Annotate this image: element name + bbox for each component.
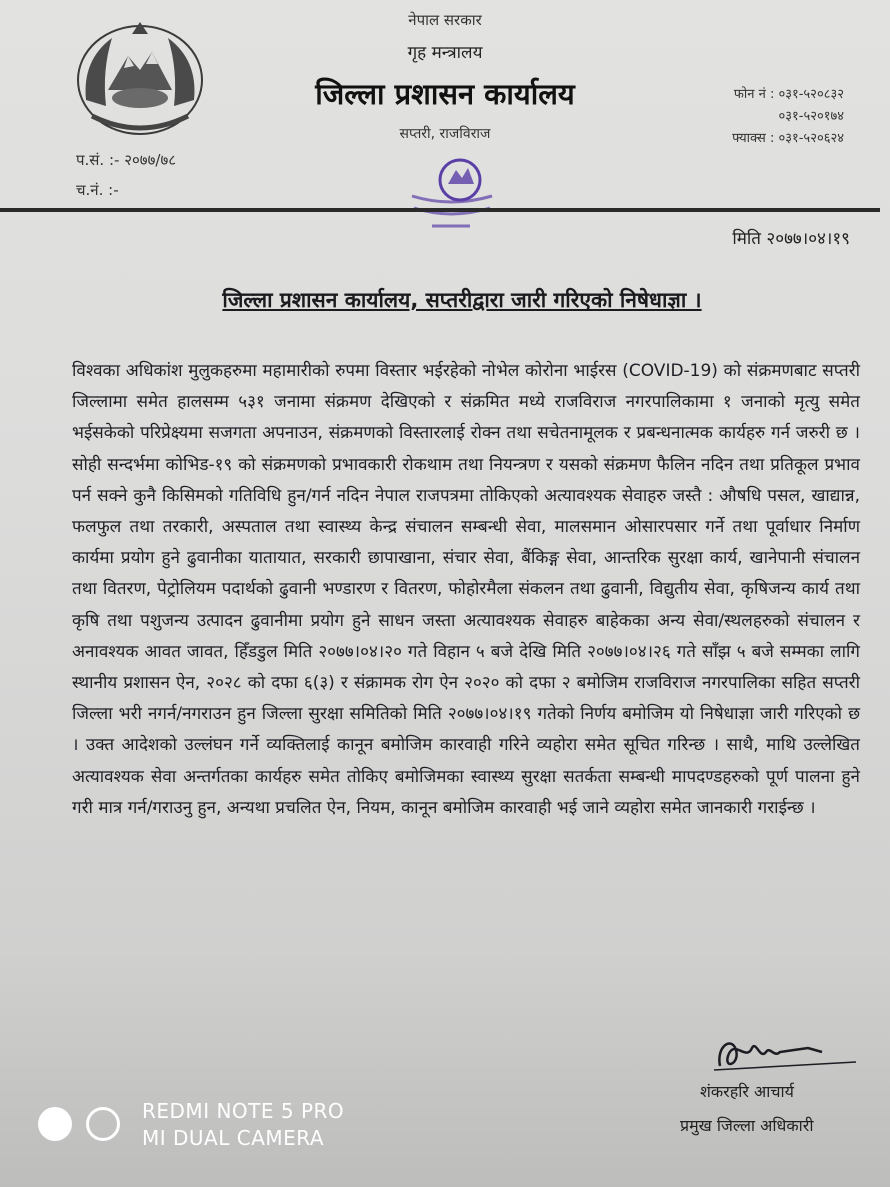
signer-title: प्रमुख जिल्ला अधिकारी (680, 1116, 814, 1135)
camera-dot-outline-icon (86, 1107, 120, 1141)
reference-number: प.सं. :- २०७७/७८ (76, 151, 177, 169)
signature-icon (710, 1026, 860, 1076)
signer-name: शंकरहरि आचार्य (700, 1082, 794, 1101)
fax-number: फ्याक्स : ०३१-५२०६२४ (732, 131, 844, 146)
government-name: नेपाल सरकार (408, 11, 482, 29)
notice-title: जिल्ला प्रशासन कार्यालय, सप्तरीद्वारा जारी गरिएको निषेधाज्ञा । (222, 288, 702, 312)
office-title: जिल्ला प्रशासन कार्यालय (315, 77, 575, 111)
phone-number-2: ०३१-५२०१७४ (778, 109, 844, 124)
header-divider (0, 208, 880, 212)
notice-body: विश्वका अधिकांश मुलुकहरुमा महामारीको रुपमा विस्तार भईरहेको नोभेल कोरोना भाईरस (COVID-19) को संक्रमणबाट सप्तरी जिल्लामा समेत हालसम्म ५३१ जनामा संक्रमण देखिएको र संक्रमित मध्ये राजविराज नगरपालिकामा १ जनाको मृत्यु समेत भईसकेको परिप्रेक्ष्यमा सजगता अपनाउन, संक्रमणको विस्तारलाई रोक्न तथा सचेतनामूलक र प्रबन्धनात्मक कार्यहरु गर्न जरुरी छ । सोही सन्दर्भमा कोभिड-१९ को संक्रमणको प्रभावकारी रोकथाम तथा नियन्त्रण र यसको संक्रमण फैलिन नदिन तथा प्रतिकूल प्रभाव पर्न सक्ने कुनै किसिमको गतिविधि हुन/गर्न नदिन नेपाल राजपत्रमा तोकिएको अत्यावश्यक सेवाहरु जस्तै : औषधि पसल, खाद्यान्न, फलफुल तथा तरकारी, अस्पताल तथा स्वास्थ्य केन्द्र संचालन सम्बन्धी सेवा, मालसमान ओसारपसार गर्ने तथा पूर्वाधार निर्माण कार्यमा प्रयोग हुने ढुवानीका यातायात, सरकारी छापाखाना, संचार सेवा, बैंकिङ्ग सेवा, आन्तरिक सुरक्षा कार्य, खानेपानी संचालन तथा वितरण, पेट्रोलियम पदार्थको ढुवानी भण्डारण र वितरण, फोहोरमैला संकलन तथा ढुवानी, विद्युतीय सेवा, कृषिजन्य कार्य तथा कृषि तथा पशुजन्य उत्पादन ढुवानीमा प्रयोग हुने साधन जस्ता अत्यावश्यक सेवाहरु बाहेकका अन्य सेवा/स्थलहरुको संचालन र अनावश्यक आवत जावत, हिँडडुल मिति २०७७।०४।२० गते विहान ५ बजे देखि मिति २०७७।०४।२६ गते साँझ ५ बजे सम्मका लागि स्थानीय प्रशासन ऐन, २०२८ को दफा ६(३) र संक्रामक रोग ऐन २०२० को दफा २ बमोजिम राजविराज नगरपालिका सहित सप्तरी जिल्ला भरी नगर्न/नगराउन हुन जिल्ला सुरक्षा समितिको मिति २०७७।०४।१९ गतेको निर्णय बमोजिम यो निषेधाज्ञा जारी गरिएको छ । उक्त आदेशको उल्लंघन गर्ने व्यक्तिलाई कानून बमोजिम कारवाही गरिने व्यहोरा समेत सूचित गरिन्छ । साथै, माथि उल्लेखित अत्यावश्यक सेवा अन्तर्गतका कार्यहरु समेत तोकिए बमोजिमका स्वास्थ्य सुरक्षा सतर्कता सम्बन्धी मापदण्डहरुको पूर्ण पालना हुने गरी मात्र गर्न/गराउनु हुन, अन्यथा प्रचलित ऐन, नियम, कानून बमोजिम कारवाही भई जाने व्यहोरा समेत जानकारी गराईन्छ । (72, 361, 860, 818)
dispatch-number: च.नं. :- (76, 181, 119, 199)
notice-date: मिति २०७७।०४।१९ (732, 229, 850, 249)
camera-type-text: MI DUAL CAMERA (142, 1126, 325, 1150)
camera-dot-filled-icon (38, 1107, 72, 1141)
office-stamp-icon (406, 156, 496, 240)
phone-number-1: फोन नं : ०३१-५२०८३२ (733, 87, 844, 102)
camera-model-text: REDMI NOTE 5 PRO (142, 1099, 345, 1123)
office-address: सप्तरी, राजविराज (399, 126, 491, 142)
ministry-name: गृह मन्त्रालय (407, 43, 483, 63)
